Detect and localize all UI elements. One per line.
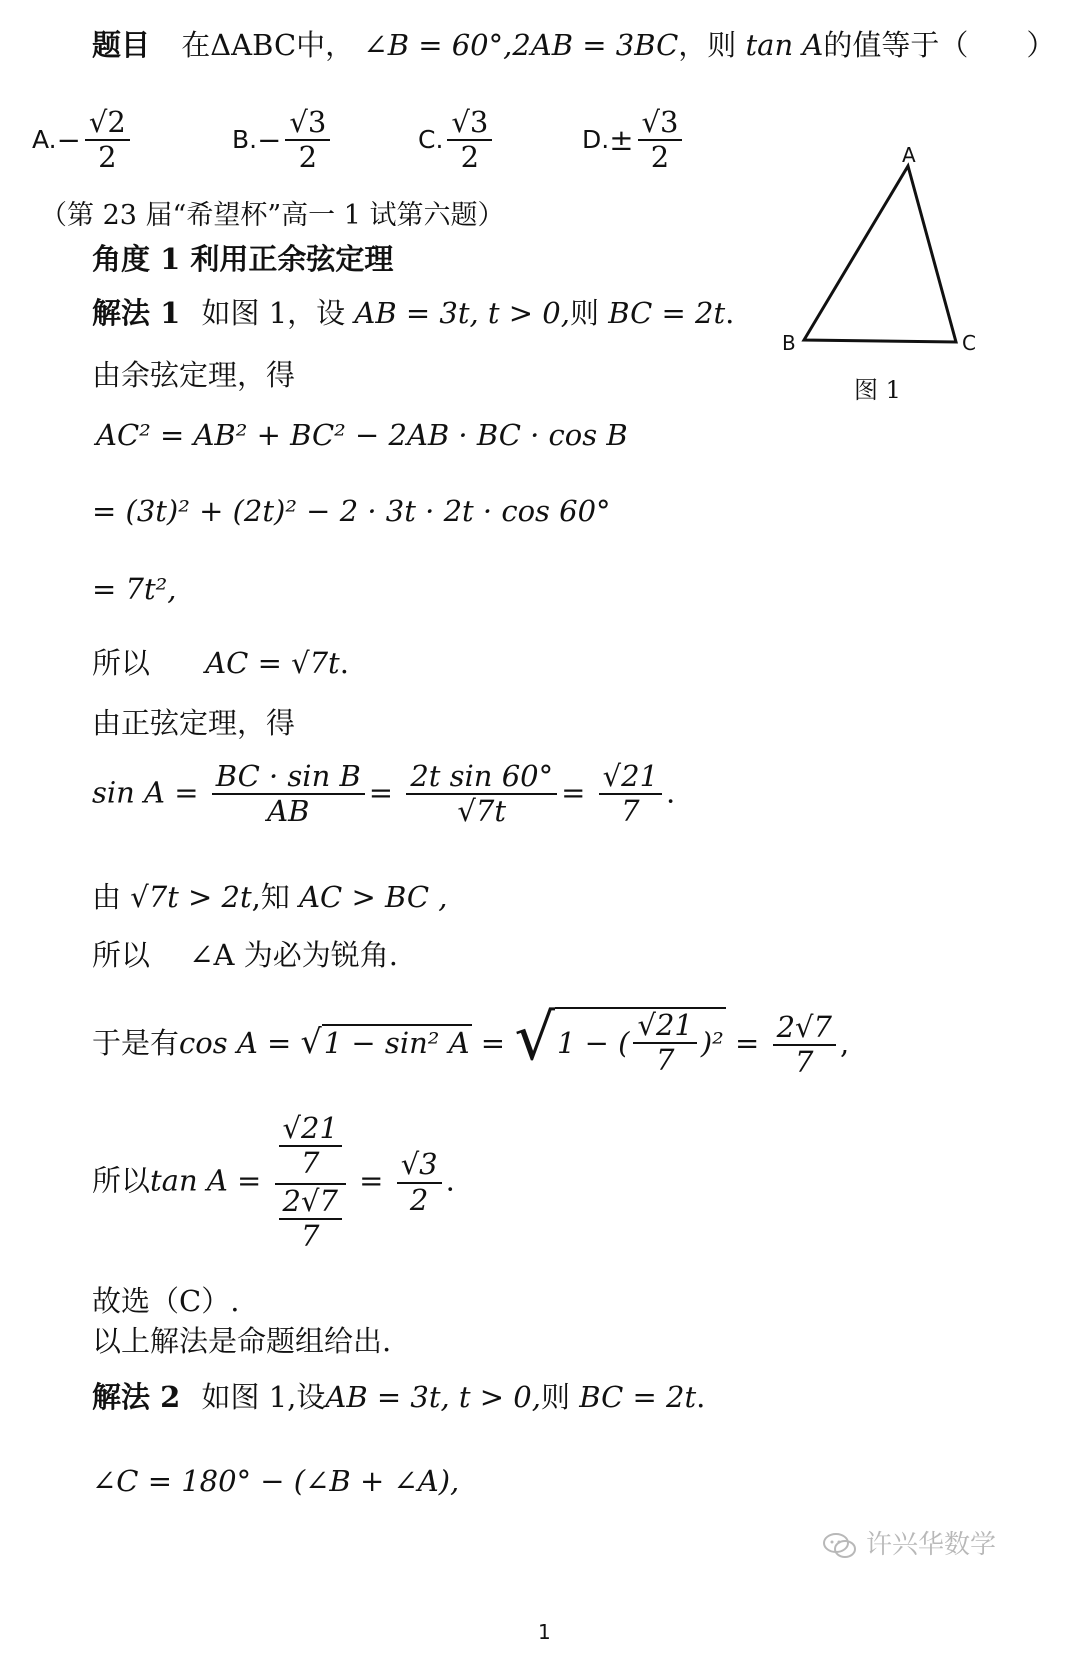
problem-condition: ∠B = 60°,2AB = 3BC [363, 28, 679, 62]
watermark [822, 1530, 996, 1561]
sin-a-fraction-3 [599, 760, 662, 829]
tan-prefix: 所以 [92, 1163, 151, 1198]
vertex-c-label: C [962, 331, 976, 355]
equation-2: = (3t)² + (2t)² − 2 · 3t · 2t · cos 60° [92, 494, 611, 528]
option-b-den: 2 [298, 140, 318, 175]
compare-math: √7t > 2t [130, 880, 252, 914]
triangle-abc [804, 166, 956, 342]
sin-f1-num: BC · sin B [212, 760, 365, 795]
sin-a-fraction-2 [406, 760, 557, 829]
option-b-fraction [285, 106, 330, 175]
tan-inner-num-den: 7 [301, 1146, 320, 1181]
tan-a-line: 所以tan A = $\frac{\frac{√21}{7}}{\frac{2√7}{7}}$ = $\frac{√3}{2}$ . [92, 1111, 455, 1254]
cos-radical-2-open: 1 − ( [556, 1026, 630, 1060]
choose-line: 故选（C）. [92, 1284, 240, 1318]
acute-line [92, 938, 398, 973]
option-c-den: 2 [460, 140, 480, 175]
sin-f3-den: 7 [621, 794, 640, 829]
problem-text-suffix: 的值等于（ ） [823, 28, 1056, 62]
problem-label: 题目 [92, 28, 151, 62]
tan-compound-fraction [275, 1112, 346, 1253]
tan-inner-num [279, 1112, 342, 1181]
cos-prefix: 于是有 [92, 1026, 180, 1060]
cos-radical-1: √1 − sin² A [300, 1022, 470, 1061]
acute-label: 所以 [92, 938, 151, 972]
page-number: 1 [538, 1620, 551, 1644]
sine-rule-text: 由正弦定理，得 [92, 706, 296, 740]
sol1-then: 则 [569, 296, 599, 330]
option-d [582, 106, 686, 175]
sol2-then: 则 [540, 1380, 570, 1414]
tan-inner-num-num: √21 [279, 1112, 342, 1147]
sin-a-fraction-1 [212, 760, 365, 829]
sin-f2-num: 2t sin 60° [406, 760, 557, 795]
so-ac-line: 所以 AC = √7t. [92, 646, 349, 680]
ac-value: AC = √7t [205, 646, 340, 680]
option-c-label: C. [418, 125, 444, 155]
option-d-num: √3 [638, 106, 683, 141]
cos-res-num: 2√7 [773, 1011, 836, 1046]
option-b-sign: − [257, 122, 282, 157]
vertex-a-label: A [902, 143, 916, 167]
tan-result-fraction [397, 1148, 442, 1217]
cos-mid-num: √21 [633, 1009, 696, 1044]
sol2-intro-line: 解法 2 如图 1,设AB = 3t, t > 0,则 BC = 2t. [92, 1380, 706, 1414]
cos-radical-2: √ 1 − ( $\frac{√21}{7}$ )² [514, 1001, 724, 1078]
option-c-num: √3 [447, 106, 492, 141]
option-c-fraction [447, 106, 492, 175]
sol1-dot: . [725, 296, 735, 330]
note-line: 以上解法是命题组给出. [92, 1324, 392, 1358]
sol2-result: BC = 2t [579, 1380, 697, 1414]
sol1-assume: AB = 3t, t > 0, [354, 296, 570, 330]
option-a-num: √2 [85, 106, 130, 141]
equation-1: AC² = AB² + BC² − 2AB · BC · cos B [96, 418, 628, 452]
sin-f1-den: AB [267, 794, 310, 829]
option-a-fraction [85, 106, 130, 175]
cos-radical-1-body: 1 − sin² A [323, 1026, 470, 1060]
cos-radical-2-close: )² [700, 1026, 724, 1060]
wechat-icon [822, 1531, 858, 1561]
option-d-den: 2 [650, 140, 670, 175]
vertex-b-label: B [782, 331, 796, 355]
sin-f2-den: √7t [457, 794, 507, 829]
sol1-label: 解法 1 [92, 296, 181, 330]
option-a-sign: − [56, 122, 81, 157]
tan-lhs: tan A = [150, 1163, 262, 1198]
tan-inner-den-den: 7 [301, 1219, 320, 1254]
by-label: 由 [92, 880, 122, 914]
source-line: （第 23 届“希望杯”高一 1 试第六题） [40, 200, 505, 231]
tan-inner-den-num: 2√7 [279, 1185, 342, 1220]
option-d-fraction [638, 106, 683, 175]
sol2-label: 解法 2 [92, 1380, 181, 1414]
option-b-num: √3 [285, 106, 330, 141]
option-a-den: 2 [98, 140, 117, 175]
sol2-assume: AB = 3t, t > 0, [325, 1380, 541, 1414]
cos-radical-2-fraction [633, 1009, 696, 1078]
so-label: 所以 [92, 646, 151, 680]
tan-res-den: 2 [409, 1182, 429, 1217]
sol1-result: BC = 2t [608, 296, 726, 330]
sin-a-line: sin A = $\frac{\text{BC · sin B}}{AB}$ = $\frac{\text{2t sin 60°}}{√7t}$ = $\frac{√21}{7}$ . [92, 759, 676, 829]
option-a [32, 106, 134, 175]
option-c [418, 106, 496, 175]
problem-text-mid: ，则 [678, 28, 737, 62]
sin-a-lhs: sin A = [92, 775, 199, 810]
problem-line [92, 28, 1055, 63]
watermark-text: 许兴华数学 [866, 1530, 997, 1560]
sol2-eq1-text: ∠C = 180° − (∠B + ∠A) [92, 1464, 451, 1498]
option-b [232, 106, 334, 175]
tan-inner-den [279, 1185, 342, 1254]
option-d-label: D. [582, 125, 610, 155]
option-a-label: A. [32, 125, 57, 155]
sin-f3-num: √21 [599, 760, 662, 795]
know-math: AC > BC , [299, 880, 448, 914]
cos-a-line: 于是有cos A = √1 − sin² A = √ 1 − ( $\frac{√21}{7}$ )² = $\frac{2√7}{7}$ , [92, 1001, 850, 1079]
sol2-equation-1: ∠C = 180° − (∠B + ∠A), [92, 1464, 460, 1498]
cosine-rule-text: 由余弦定理，得 [92, 358, 296, 392]
cos-res-den: 7 [795, 1045, 814, 1079]
know-label: ,知 [251, 880, 290, 914]
sol1-intro-line [92, 296, 734, 331]
tan-res-num: √3 [397, 1148, 442, 1183]
sol2-intro: 如图 1,设 [201, 1380, 326, 1414]
equation-3: = 7t², [92, 572, 177, 606]
cos-lhs: cos A = [179, 1026, 292, 1060]
cos-result-fraction [773, 1011, 836, 1080]
option-d-sign: ± [609, 122, 634, 157]
sol1-intro: 如图 1，设 [201, 296, 346, 330]
cos-mid-den: 7 [655, 1043, 675, 1078]
problem-target: tan A [745, 28, 824, 62]
angle1-title: 角度 1 利用正余弦定理 [92, 242, 394, 276]
compare-line [92, 880, 447, 915]
acute-text: ∠A 为必为锐角. [189, 938, 398, 972]
option-b-label: B. [232, 125, 258, 155]
problem-text-prefix: 在ΔABC中， [181, 28, 355, 62]
figure-caption: 图 1 [854, 376, 901, 404]
